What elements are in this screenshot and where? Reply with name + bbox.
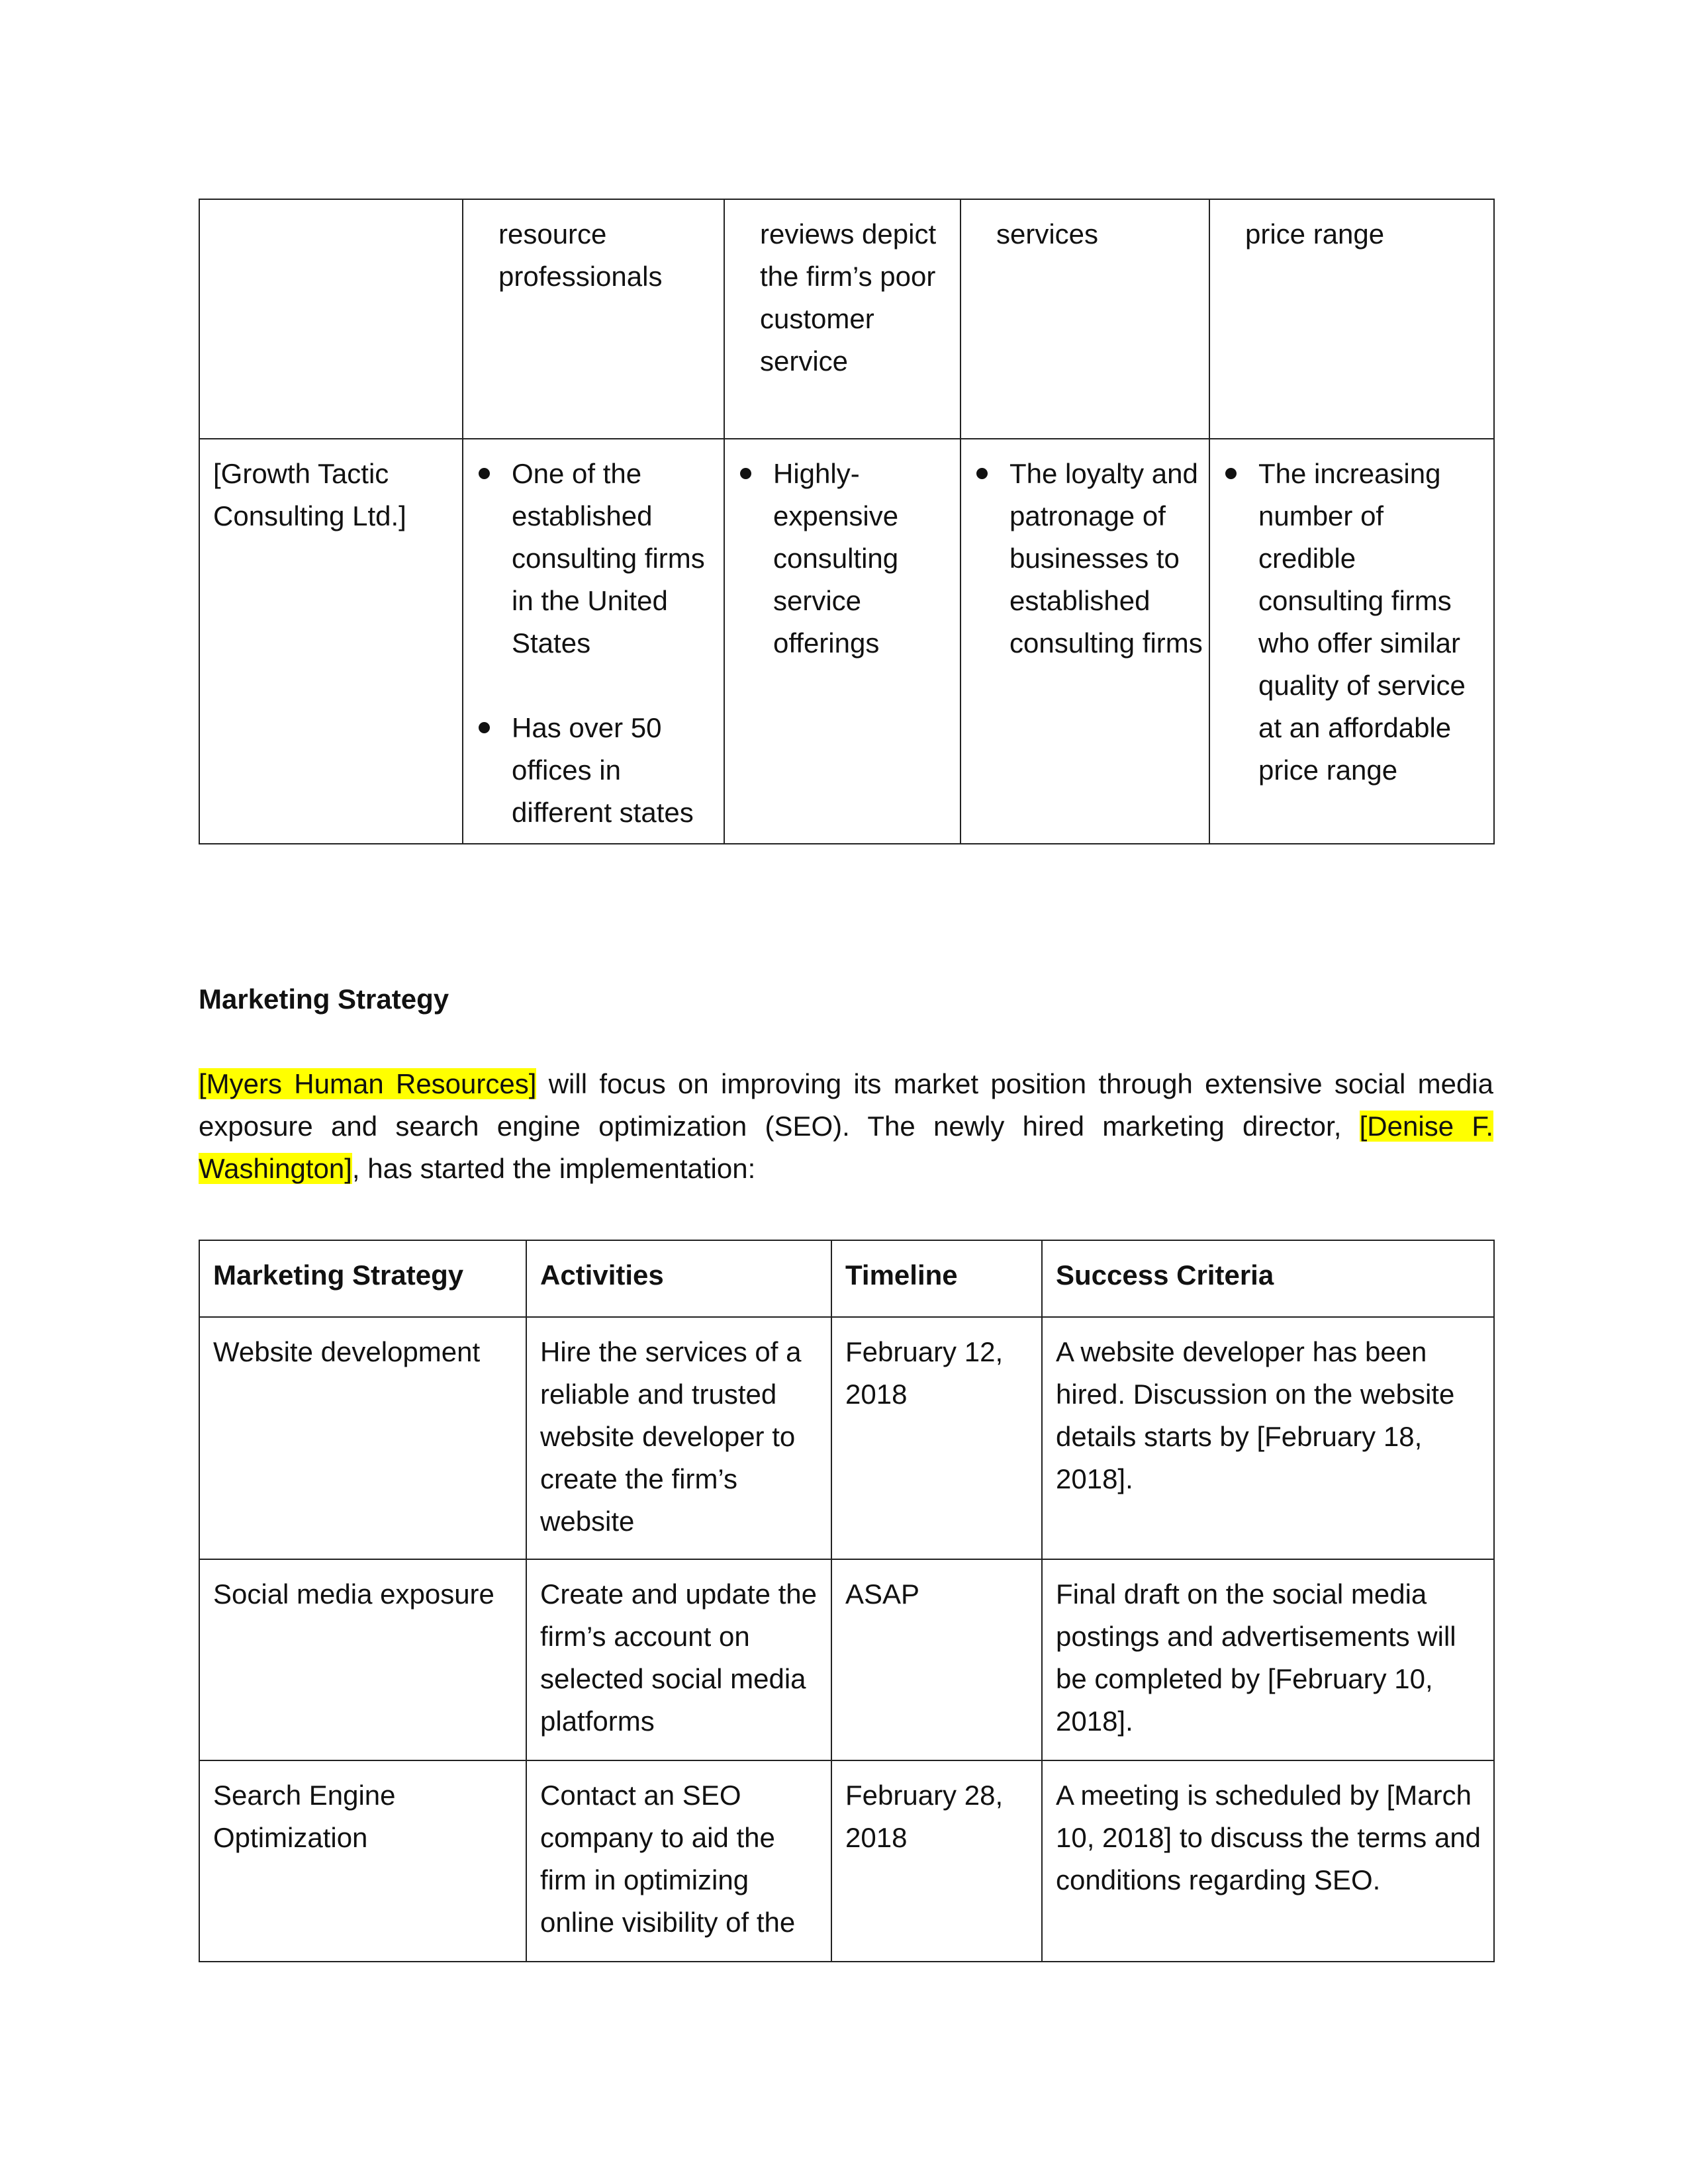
table-cell-strategy: Search Engine Optimization xyxy=(199,1760,526,1962)
bullet-icon xyxy=(1225,468,1237,479)
bullet-icon xyxy=(479,468,490,479)
list-item: Has over 50 offices in different states xyxy=(463,707,718,834)
table-cell-threats xyxy=(1209,439,1494,844)
table-row xyxy=(199,1317,1494,1559)
table-cell-timeline: ASAP xyxy=(831,1559,1042,1760)
table-cell-company xyxy=(199,199,463,439)
table-cell-company: [Growth Tactic Consulting Ltd.] xyxy=(199,439,463,844)
list-item: The increasing number of credible consulting firms who offer similar quality of service at an affordable price range xyxy=(1210,453,1488,792)
bullet-icon xyxy=(976,468,988,479)
table-cell-strategy: Social media exposure xyxy=(199,1559,526,1760)
table-cell-criteria: A website developer has been hired. Discussion on the website details starts by [February 18, 2018]. xyxy=(1042,1317,1494,1559)
highlighted-company-name[interactable]: [Myers Human Resources] xyxy=(199,1068,537,1099)
table-cell-strategy: Website development xyxy=(199,1317,526,1559)
bullet-list xyxy=(725,453,955,664)
table-cell-activities: Hire the services of a reliable and trusted website developer to create the firm’s website xyxy=(526,1317,831,1559)
table-cell-strengths xyxy=(463,439,724,844)
list-item: Highly-expensive consulting service offerings xyxy=(725,453,955,664)
table-cell-criteria: A meeting is scheduled by [March 10, 2018] to discuss the terms and conditions regarding SEO. xyxy=(1042,1760,1494,1962)
table-cell-strengths: resource professionals xyxy=(463,199,724,439)
bullet-list xyxy=(463,453,718,834)
table-cell-opportunities xyxy=(961,439,1209,844)
intro-paragraph: [Myers Human Resources] will focus on improving its market position through extensive social media exposure and search engine optimization (SEO). The newly hired marketing director, [Denise F. Washington], has started the implementation: xyxy=(199,1068,1493,1184)
table-row xyxy=(199,1760,1494,1962)
list-item: One of the established consulting firms in the United States xyxy=(463,453,718,664)
table-cell-activities: Create and update the firm’s account on selected social media platforms xyxy=(526,1559,831,1760)
column-header: Success Criteria xyxy=(1042,1240,1494,1317)
bullet-icon xyxy=(479,722,490,733)
list-item: The loyalty and patronage of businesses to established consulting firms xyxy=(961,453,1203,664)
table-row xyxy=(199,1559,1494,1760)
table-cell-timeline: February 12, 2018 xyxy=(831,1317,1042,1559)
table-cell-criteria: Final draft on the social media postings and advertisements will be completed by [February 10, 2018]. xyxy=(1042,1559,1494,1760)
bullet-icon xyxy=(740,468,751,479)
bullet-list xyxy=(961,453,1203,664)
table-cell-weaknesses xyxy=(724,439,961,844)
table-cell-threats: price range xyxy=(1209,199,1494,439)
column-header: Activities xyxy=(526,1240,831,1317)
table-row xyxy=(199,199,1494,439)
table-cell-activities: Contact an SEO company to aid the firm in optimizing online visibility of the xyxy=(526,1760,831,1962)
column-header: Timeline xyxy=(831,1240,1042,1317)
table-cell-opportunities: services xyxy=(961,199,1209,439)
highlighted-director-name[interactable]: [Denise F. Washington] xyxy=(199,1111,1493,1184)
marketing-strategy-table xyxy=(199,1240,1495,1962)
competitor-analysis-table xyxy=(199,199,1495,844)
section-heading: Marketing Strategy xyxy=(199,983,449,1015)
table-row xyxy=(199,439,1494,844)
column-header: Marketing Strategy xyxy=(199,1240,526,1317)
table-cell-weaknesses: reviews depict the firm’s poor customer service xyxy=(724,199,961,439)
bullet-list xyxy=(1210,453,1488,792)
table-header-row xyxy=(199,1240,1494,1317)
table-cell-timeline: February 28, 2018 xyxy=(831,1760,1042,1962)
